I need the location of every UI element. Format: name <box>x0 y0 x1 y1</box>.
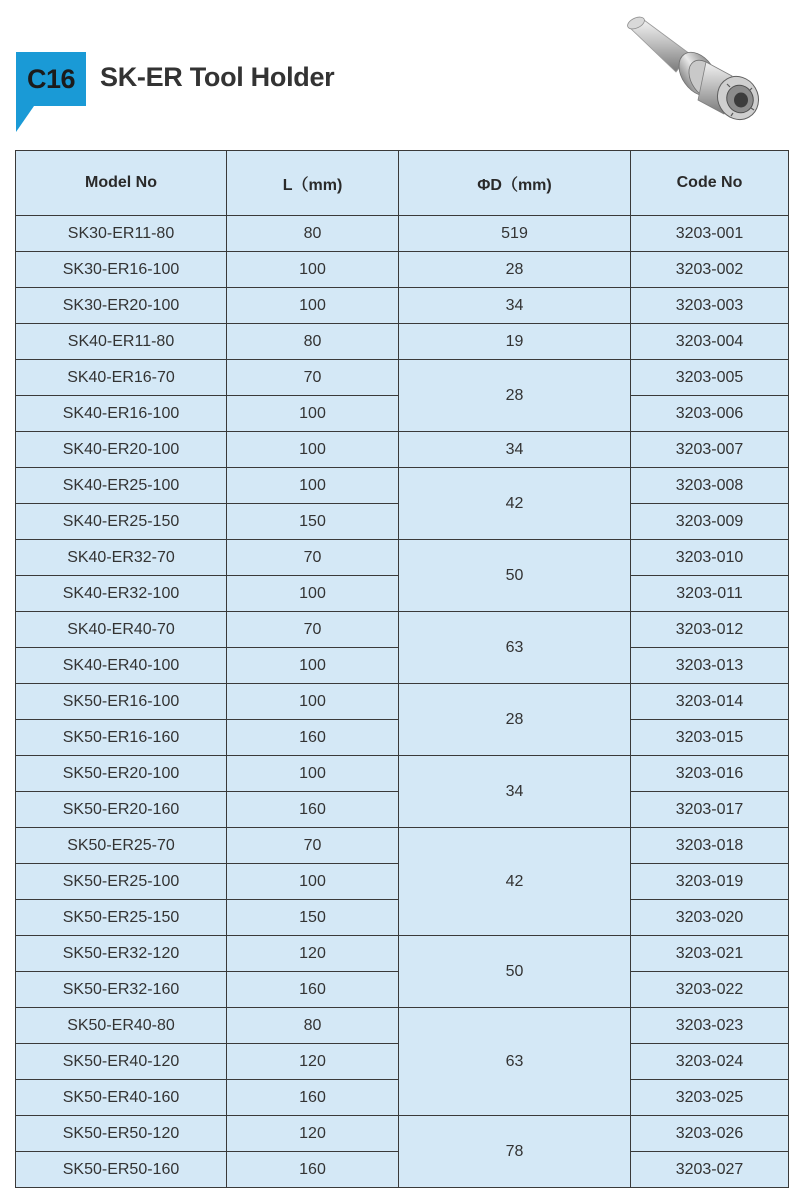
model-cell: SK40-ER11-80 <box>16 324 227 360</box>
table-row <box>16 360 789 396</box>
code-cell: 3203-024 <box>631 1044 789 1080</box>
model-cell: SK40-ER20-100 <box>16 432 227 468</box>
code-cell: 3203-011 <box>631 576 789 612</box>
table-header-row <box>16 151 789 216</box>
diameter-cell: 34 <box>399 288 631 324</box>
model-cell: SK40-ER25-150 <box>16 504 227 540</box>
spec-table <box>15 150 789 1188</box>
length-cell: 70 <box>227 360 399 396</box>
code-cell: 3203-015 <box>631 720 789 756</box>
model-cell: SK50-ER32-160 <box>16 972 227 1008</box>
code-cell: 3203-013 <box>631 648 789 684</box>
length-cell: 80 <box>227 324 399 360</box>
col-header-code: Code No <box>631 151 789 216</box>
table-row <box>16 540 789 576</box>
length-cell: 80 <box>227 216 399 252</box>
model-cell: SK50-ER40-160 <box>16 1080 227 1116</box>
length-cell: 80 <box>227 1008 399 1044</box>
model-cell: SK50-ER25-70 <box>16 828 227 864</box>
page-title: SK-ER Tool Holder <box>100 62 335 92</box>
model-cell: SK30-ER16-100 <box>16 252 227 288</box>
length-cell: 100 <box>227 648 399 684</box>
table-row <box>16 828 789 864</box>
length-cell: 100 <box>227 468 399 504</box>
table-body <box>16 216 789 1188</box>
table-row <box>16 216 789 252</box>
code-cell: 3203-003 <box>631 288 789 324</box>
length-cell: 160 <box>227 1080 399 1116</box>
length-cell: 100 <box>227 576 399 612</box>
model-cell: SK50-ER25-150 <box>16 900 227 936</box>
code-cell: 3203-002 <box>631 252 789 288</box>
length-cell: 100 <box>227 432 399 468</box>
table-row <box>16 756 789 792</box>
length-cell: 70 <box>227 540 399 576</box>
table-row <box>16 252 789 288</box>
diameter-cell: 63 <box>399 1008 631 1116</box>
model-cell: SK50-ER50-120 <box>16 1116 227 1152</box>
length-cell: 150 <box>227 900 399 936</box>
length-cell: 120 <box>227 1044 399 1080</box>
diameter-cell: 19 <box>399 324 631 360</box>
length-cell: 120 <box>227 936 399 972</box>
code-cell: 3203-010 <box>631 540 789 576</box>
length-cell: 160 <box>227 792 399 828</box>
length-cell: 100 <box>227 288 399 324</box>
length-cell: 100 <box>227 756 399 792</box>
code-cell: 3203-027 <box>631 1152 789 1188</box>
diameter-cell: 28 <box>399 252 631 288</box>
length-cell: 120 <box>227 1116 399 1152</box>
code-cell: 3203-005 <box>631 360 789 396</box>
diameter-cell: 50 <box>399 936 631 1008</box>
model-cell: SK50-ER50-160 <box>16 1152 227 1188</box>
model-cell: SK40-ER32-70 <box>16 540 227 576</box>
length-cell: 150 <box>227 504 399 540</box>
model-cell: SK50-ER25-100 <box>16 864 227 900</box>
code-cell: 3203-023 <box>631 1008 789 1044</box>
code-cell: 3203-006 <box>631 396 789 432</box>
length-cell: 100 <box>227 396 399 432</box>
code-cell: 3203-007 <box>631 432 789 468</box>
code-cell: 3203-004 <box>631 324 789 360</box>
length-cell: 160 <box>227 1152 399 1188</box>
length-cell: 100 <box>227 684 399 720</box>
code-cell: 3203-025 <box>631 1080 789 1116</box>
length-cell: 100 <box>227 252 399 288</box>
length-cell: 160 <box>227 972 399 1008</box>
table-row <box>16 1116 789 1152</box>
code-cell: 3203-012 <box>631 612 789 648</box>
length-cell: 70 <box>227 828 399 864</box>
table-row <box>16 936 789 972</box>
model-cell: SK50-ER32-120 <box>16 936 227 972</box>
table-row <box>16 288 789 324</box>
model-cell: SK40-ER16-100 <box>16 396 227 432</box>
model-cell: SK30-ER11-80 <box>16 216 227 252</box>
diameter-cell: 42 <box>399 468 631 540</box>
code-cell: 3203-009 <box>631 504 789 540</box>
code-cell: 3203-016 <box>631 756 789 792</box>
code-cell: 3203-019 <box>631 864 789 900</box>
length-cell: 70 <box>227 612 399 648</box>
code-cell: 3203-017 <box>631 792 789 828</box>
section-tag-tail <box>16 106 34 132</box>
model-cell: SK40-ER25-100 <box>16 468 227 504</box>
length-cell: 160 <box>227 720 399 756</box>
table-row <box>16 324 789 360</box>
diameter-cell: 78 <box>399 1116 631 1188</box>
diameter-cell: 34 <box>399 432 631 468</box>
model-cell: SK30-ER20-100 <box>16 288 227 324</box>
table-row <box>16 684 789 720</box>
model-cell: SK50-ER16-100 <box>16 684 227 720</box>
diameter-cell: 519 <box>399 216 631 252</box>
length-cell: 100 <box>227 864 399 900</box>
code-cell: 3203-022 <box>631 972 789 1008</box>
model-cell: SK50-ER16-160 <box>16 720 227 756</box>
diameter-cell: 34 <box>399 756 631 828</box>
model-cell: SK40-ER40-100 <box>16 648 227 684</box>
table-row <box>16 468 789 504</box>
diameter-cell: 50 <box>399 540 631 612</box>
diameter-cell: 63 <box>399 612 631 684</box>
table-row <box>16 432 789 468</box>
diameter-cell: 28 <box>399 360 631 432</box>
code-cell: 3203-001 <box>631 216 789 252</box>
model-cell: SK40-ER32-100 <box>16 576 227 612</box>
code-cell: 3203-018 <box>631 828 789 864</box>
model-cell: SK40-ER40-70 <box>16 612 227 648</box>
col-header-length: L（mm) <box>227 151 399 216</box>
code-cell: 3203-020 <box>631 900 789 936</box>
col-header-model: Model No <box>16 151 227 216</box>
code-cell: 3203-021 <box>631 936 789 972</box>
model-cell: SK50-ER40-80 <box>16 1008 227 1044</box>
col-header-diameter: ΦD（mm) <box>399 151 631 216</box>
section-code: C16 <box>26 64 76 94</box>
model-cell: SK40-ER16-70 <box>16 360 227 396</box>
code-cell: 3203-008 <box>631 468 789 504</box>
table-row <box>16 612 789 648</box>
model-cell: SK50-ER20-160 <box>16 792 227 828</box>
diameter-cell: 28 <box>399 684 631 756</box>
code-cell: 3203-026 <box>631 1116 789 1152</box>
code-cell: 3203-014 <box>631 684 789 720</box>
diameter-cell: 42 <box>399 828 631 936</box>
tool-holder-image <box>606 14 776 124</box>
model-cell: SK50-ER40-120 <box>16 1044 227 1080</box>
table-row <box>16 1008 789 1044</box>
model-cell: SK50-ER20-100 <box>16 756 227 792</box>
